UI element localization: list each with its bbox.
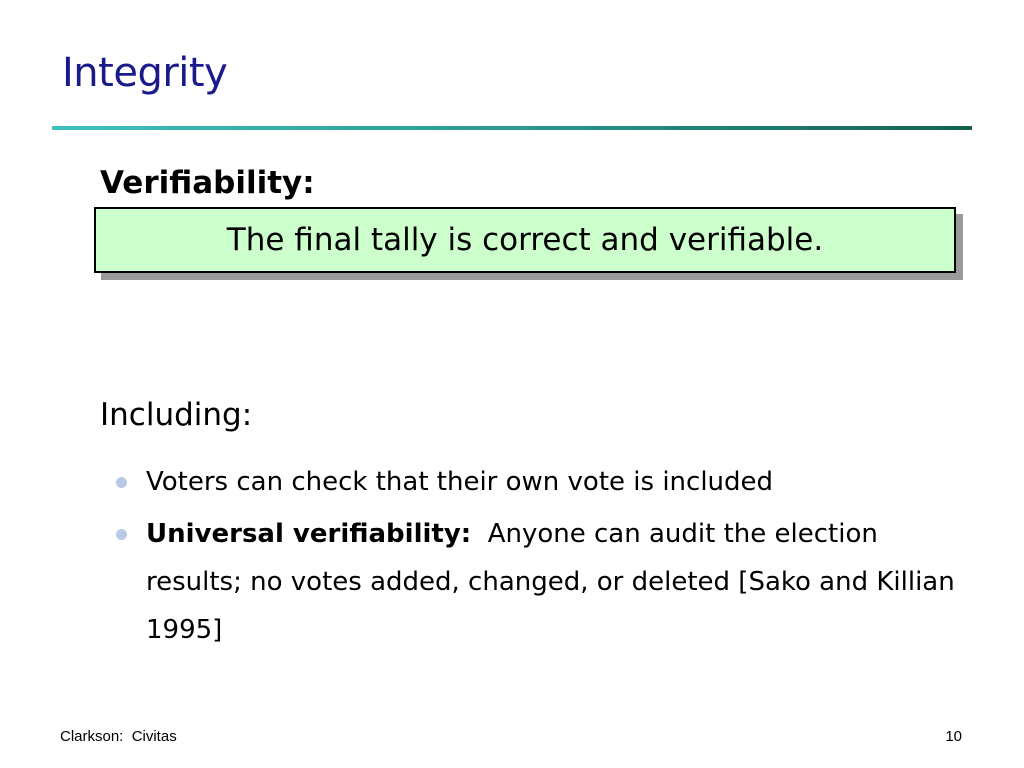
intro-text: Including:: [100, 397, 253, 433]
slide-title: Integrity: [62, 50, 228, 96]
bullet-bold-term: Universal verifiability:: [146, 519, 472, 549]
bullet-dot-icon: [116, 477, 127, 488]
bullet-text: Voters can check that their own vote is included: [146, 467, 774, 497]
list-item: [112, 458, 972, 506]
page-number: 10: [945, 728, 962, 745]
section-heading: Verifiability:: [100, 165, 315, 201]
bullet-text: Anyone can audit the election results; no votes added, changed, or deleted [Sako and Killian 1995]: [146, 519, 955, 645]
footer-author: Clarkson: Civitas: [60, 728, 177, 745]
definition-box: [94, 207, 956, 273]
title-divider: [52, 126, 972, 130]
definition-text: The final tally is correct and verifiable.: [226, 222, 824, 258]
bullet-list: [112, 458, 972, 658]
list-item: [112, 510, 972, 654]
bullet-dot-icon: [116, 529, 127, 540]
